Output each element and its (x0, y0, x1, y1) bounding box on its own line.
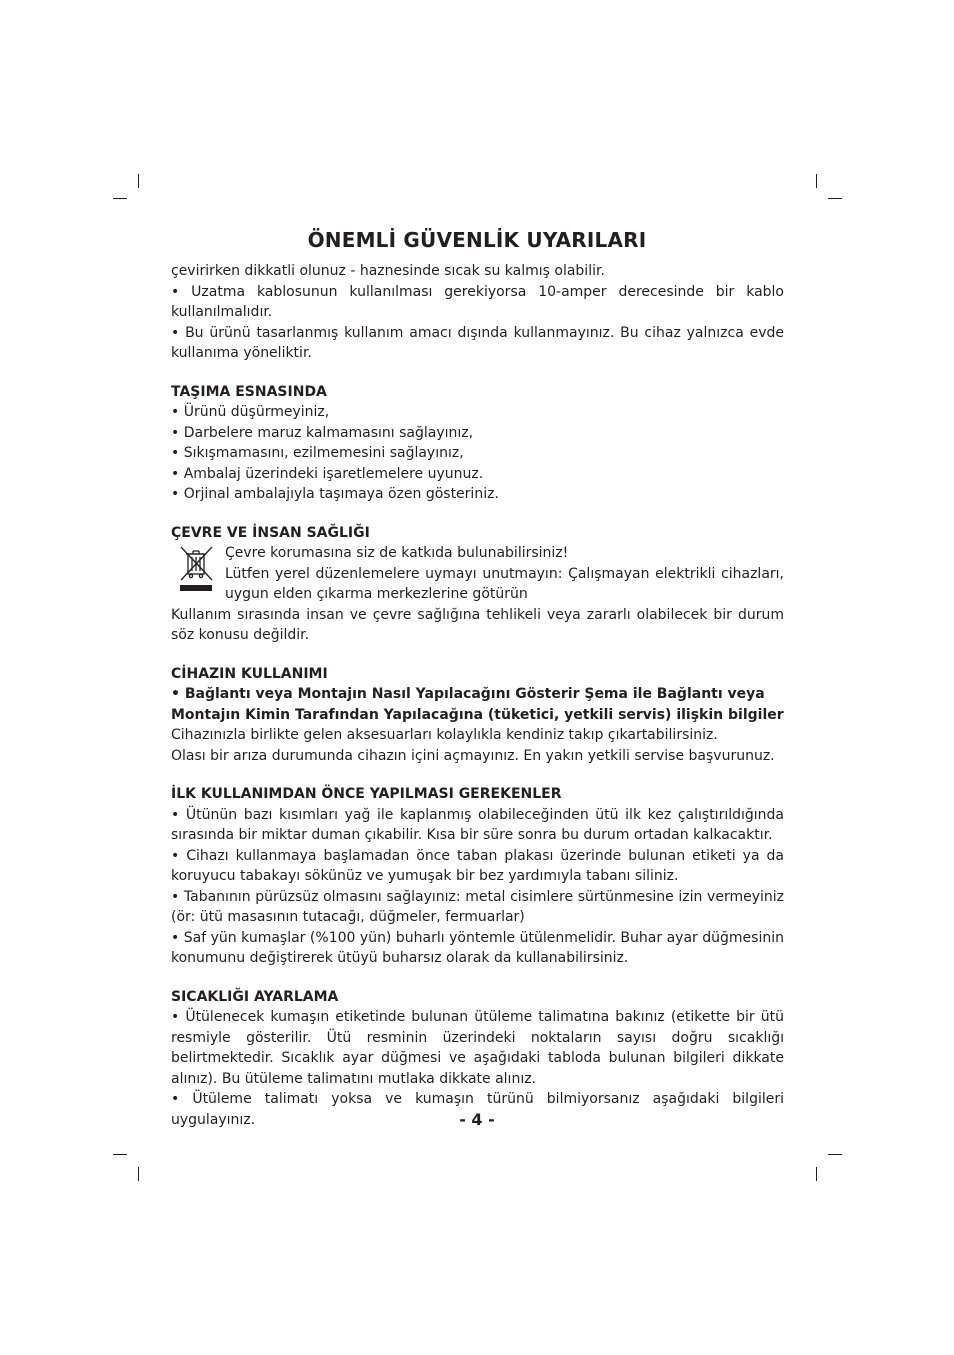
page-title: ÖNEMLİ GÜVENLİK UYARILARI (307, 228, 647, 252)
list-item: • Darbelere maruz kalmamasını sağlayınız, (171, 424, 474, 441)
crop-mark (828, 198, 842, 199)
crop-mark (816, 174, 817, 188)
page-number: - 4 - (459, 1110, 495, 1129)
environment-line: Lütfen yerel düzenlemelere uymayı unutmayın: Çalışmayan elektrikli cihazları, uygun elden çıkarma merkezlerine götürün (225, 565, 784, 602)
crop-mark (113, 1154, 127, 1155)
section-heading-usage: CİHAZIN KULLANIMI (171, 665, 328, 682)
list-item: • Ambalaj üzerindeki işaretlemelere uyunuz. (171, 465, 484, 482)
section-heading-temperature: SICAKLIĞI AYARLAMA (171, 988, 339, 1005)
intro-paragraph: • Uzatma kablosunun kullanılması gerekiyorsa 10-amper derecesinde bir kablo kullanılmalıdır. (171, 283, 784, 320)
list-item: • Sıkışmamasını, ezilmemesini sağlayınız, (171, 445, 464, 461)
crop-mark (138, 174, 139, 188)
section-heading-first-use: İLK KULLANIMDAN ÖNCE YAPILMASI GEREKENLER (171, 786, 562, 802)
environment-note: Kullanım sırasında insan ve çevre sağlığına tehlikeli veya zararlı olabilecek bir durum söz konusu değildir. (171, 606, 784, 643)
intro-paragraph: • Bu ürünü tasarlanmış kullanım amacı dışında kullanmayınız. Bu cihaz yalnızca evde kullanıma yöneliktir. (171, 324, 784, 361)
list-item: • Saf yün kumaşlar (%100 yün) buharlı yöntemle ütülenmelidir. Buhar ayar düğmesinin konumunu değiştirerek ütüyü buharsız olarak da kullanabilirsiniz. (171, 929, 784, 966)
crop-mark (138, 1167, 139, 1181)
list-item: • Orjinal ambalajıyla taşımaya özen gösteriniz. (171, 486, 499, 502)
document-body (171, 261, 784, 1130)
crop-mark (816, 1167, 817, 1181)
crop-mark (113, 198, 127, 199)
crop-mark (828, 1154, 842, 1155)
section-heading-environment: ÇEVRE VE İNSAN SAĞLIĞI (171, 524, 370, 541)
usage-line: Cihazınızla birlikte gelen aksesuarları kolaylıkla kendiniz takıp çıkartabilirsiniz. (171, 727, 718, 743)
usage-bold-paragraph: • Bağlantı veya Montajın Nasıl Yapılacağını Gösterir Şema ile Bağlantı veya Montajın Kimin Tarafından Yapılacağına (tüketici, yetkili servis) ilişkin bilgiler (171, 686, 784, 723)
usage-line: Olası bir arıza durumunda cihazın içini açmayınız. En yakın yetkili servise başvurunuz. (171, 747, 775, 764)
list-item: • Ütüleme talimatı yoksa ve kumaşın türünü bilmiyorsanız aşağıdaki bilgileri uygulayınız. (171, 1091, 784, 1128)
weee-crossed-bin-icon (179, 545, 215, 595)
list-item: • Ütünün bazı kısımları yağ ile kaplanmış olabileceğinden ütü ilk kez çalıştırıldığında sırasında bir miktar duman çıkabilir. Kısa bir süre sonra bu durum ortadan kalkacaktır. (171, 806, 784, 843)
list-item: • Ütülenecek kumaşın etiketinde bulunan ütüleme talimatına bakınız (etikette bir ütü resmiyle gösterilir. Ütü resminin üzerindeki noktaların sayısı doğru sıcaklığı belirtmektedir. Sıcaklık ayar düğmesi ve aşağıdaki tabloda bulunan bilgileri dikkate alınız). Bu ütüleme talimatını mutlaka dikkate alınız. (171, 1009, 784, 1087)
list-item: • Ürünü düşürmeyiniz, (171, 404, 330, 420)
environment-block (171, 543, 784, 605)
intro-paragraph: çevirirken dikkatli olunuz - haznesinde sıcak su kalmış olabilir. (171, 263, 605, 279)
section-heading-transport: TAŞIMA ESNASINDA (171, 383, 327, 400)
list-item: • Cihazı kullanmaya başlamadan önce taban plakası üzerinde bulunan etiketi ya da koruyucu tabakayı sökünüz ve yumuşak bir bez yardımıyla tabanı siliniz. (171, 847, 784, 884)
list-item: • Tabanının pürüzsüz olmasını sağlayınız: metal cisimlere sürtünmesine izin vermeyiniz (ör: ütü masasının tutacağı, düğmeler, fermuarlar) (171, 888, 784, 925)
environment-line: Çevre korumasına siz de katkıda bulunabilirsiniz! (225, 545, 569, 561)
